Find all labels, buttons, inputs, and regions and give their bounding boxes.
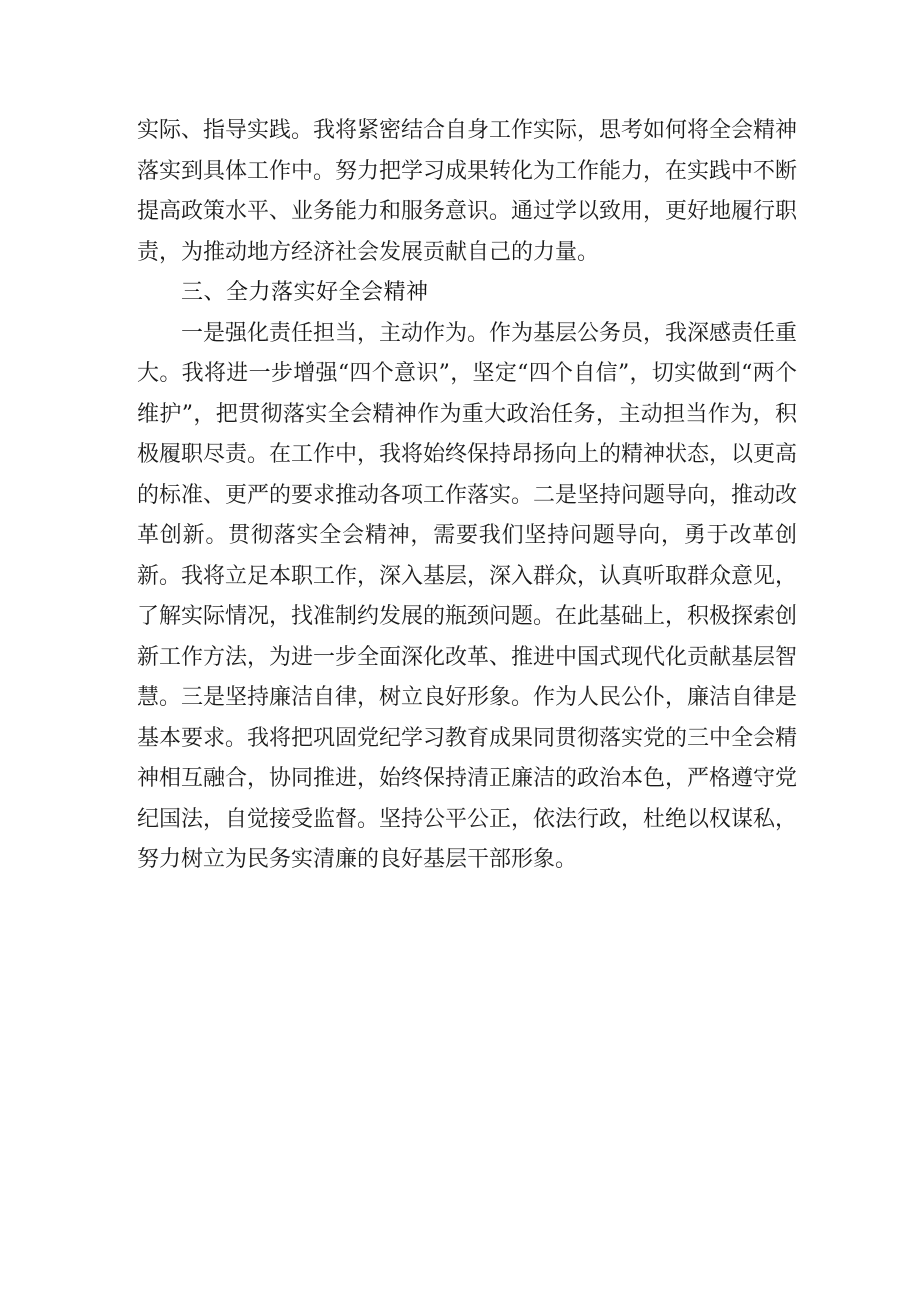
section-heading: 三、全力落实好全会精神 <box>181 280 429 305</box>
continuation-paragraph: 实际、指导实践。我将紧密结合自身工作实际，思考如何将全会精神落实到具体工作中。努力把学习成果转化为工作能力，在实践中不断提高政策水平、业务能力和服务意识。通过学以致用，更好地履行职责，为推动地方经济社会发展贡献自己的力量。 <box>137 118 798 265</box>
document-body <box>137 111 797 881</box>
body-paragraph: 一是强化责任担当，主动作为。作为基层公务员，我深感责任重大。我将进一步增强“四个意识”，坚定“四个自信”，切实做到“两个维护”，把贯彻落实全会精神作为重大政治任务，主动担当作为，积极履职尽责。在工作中，我将始终保持昂扬向上的精神状态，以更高的标准、更严的要求推动各项工作落实。二是坚持问题导向，推动改革创新。贯彻落实全会精神，需要我们坚持问题导向，勇于改革创新。我将立足本职工作，深入基层，深入群众，认真听取群众意见，了解实际情况，找准制约发展的瓶颈问题。在此基础上，积极探索创新工作方法，为进一步全面深化改革、推进中国式现代化贡献基层智慧。三是坚持廉洁自律，树立良好形象。作为人民公仆，廉洁自律是基本要求。我将把巩固党纪学习教育成果同贯彻落实党的三中全会精神相互融合，协同推进，始终保持清正廉洁的政治本色，严格遵守党纪国法，自觉接受监督。坚持公平公正，依法行政，杜绝以权谋私，努力树立为民务实清廉的良好基层干部形象。 <box>137 320 798 872</box>
